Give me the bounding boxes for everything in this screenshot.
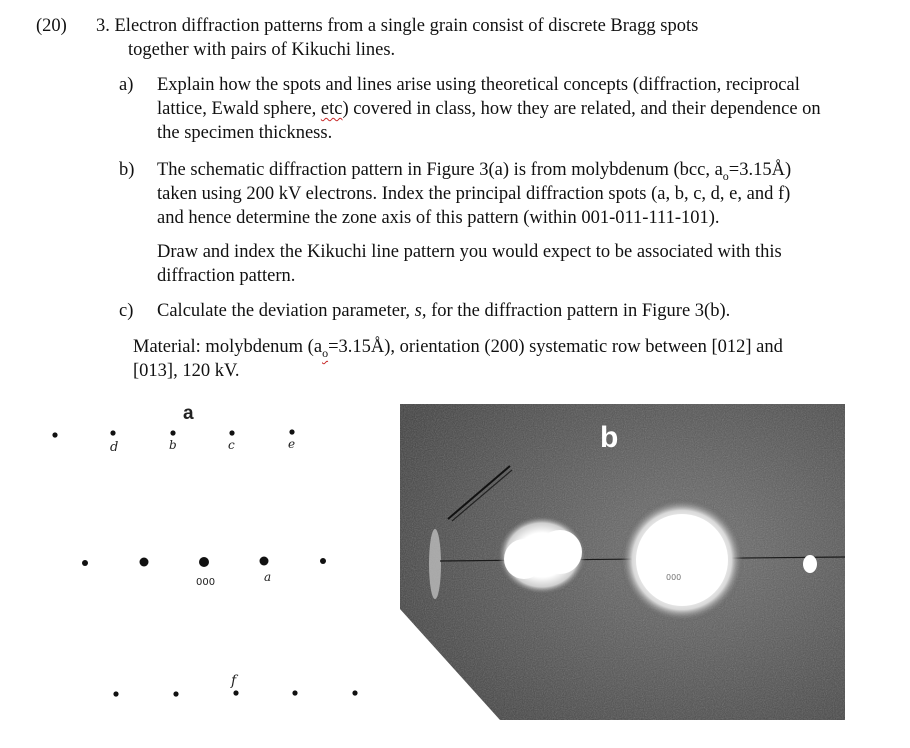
- spot-b: [170, 430, 175, 435]
- part-c-line-1: Calculate the deviation parameter, s, for the diffraction pattern in Figure 3(b).: [157, 301, 731, 321]
- figure-3a-svg: [38, 403, 376, 723]
- part-c-material-line-2: [013], 120 kV.: [133, 361, 240, 381]
- spot-e: [289, 429, 294, 434]
- figure-b-panel-label: b: [600, 421, 619, 454]
- spot-bot-5: [352, 690, 357, 695]
- figure-3a-schematic: [38, 403, 376, 723]
- part-b-line-2: taken using 200 kV electrons. Index the principal diffraction spots (a, b, c, d, e, and f): [157, 184, 791, 204]
- spot-a: [260, 557, 269, 566]
- part-a-label: a): [119, 75, 134, 95]
- part-c-label: c): [119, 301, 134, 321]
- part-b-label: b): [119, 160, 135, 180]
- part-a-line-1: Explain how the spots and lines arise using theoretical concepts (diffraction, reciprocal: [157, 75, 800, 95]
- spot-mid-5: [320, 558, 326, 564]
- label-e: e: [288, 437, 296, 451]
- label-000: 000: [196, 577, 216, 588]
- question-line-2: together with pairs of Kikuchi lines.: [128, 40, 396, 60]
- part-c-material-line-1: Material: molybdenum $(a_o=3.15Å)$, orientation (200) systematic row between [012] and: [133, 337, 783, 360]
- spot-d: [110, 430, 115, 435]
- spot-mid-1: [82, 560, 88, 566]
- label-a: a: [264, 570, 272, 584]
- spot-f: [233, 690, 238, 695]
- spot-000: [199, 557, 209, 567]
- spot-c: [229, 430, 234, 435]
- etc-spellcheck: etc: [320, 99, 343, 119]
- part-b-line-1: The schematic diffraction pattern in Figure 3(a) is from molybdenum (bcc, $a_o=3.15Å$): [157, 160, 792, 183]
- part-b-line-3: and hence determine the zone axis of this pattern (within 001-011-111-101).: [157, 208, 720, 228]
- question-marks: (20): [36, 16, 67, 36]
- figure-a-panel-label: a: [183, 403, 194, 424]
- part-b-line-4: Draw and index the Kikuchi line pattern you would expect to be associated with this: [157, 242, 782, 262]
- figure-3b-svg: [400, 404, 845, 720]
- part-a-line-2: lattice, Ewald sphere, etc) covered in class, how they are related, and their dependence on: [157, 99, 821, 119]
- spot-bot-2: [173, 691, 178, 696]
- spot-mid-2: [140, 558, 149, 567]
- spot-bot-4: [292, 690, 297, 695]
- spot-bot-1: [113, 691, 118, 696]
- label-b: b: [169, 438, 177, 452]
- figure-3b-micrograph: [400, 404, 845, 720]
- label-f: f: [231, 673, 237, 689]
- part-b-line-5: diffraction pattern.: [157, 266, 296, 286]
- figure-b-center-label: 000: [666, 573, 682, 582]
- part-a-line-3: the specimen thickness.: [157, 123, 333, 143]
- question-line-1: 3. Electron diffraction patterns from a single grain consist of discrete Bragg spots: [96, 16, 699, 36]
- label-d: d: [110, 440, 119, 455]
- label-c: c: [228, 438, 235, 452]
- spot-top-1: [52, 432, 57, 437]
